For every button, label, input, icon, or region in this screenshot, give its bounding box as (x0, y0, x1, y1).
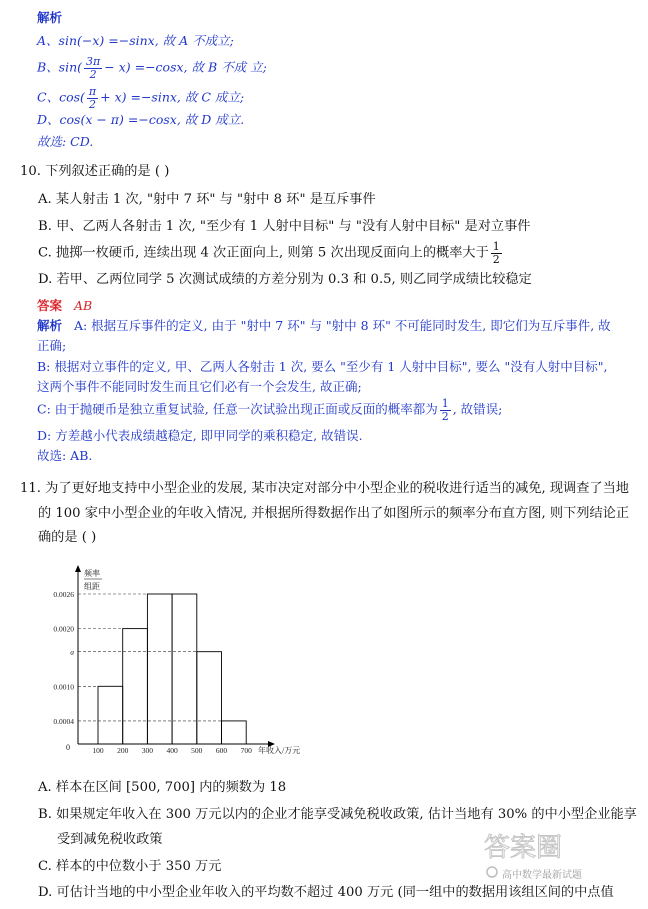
q10-analysis-c: C: 由于抛硬币是独立重复试验, 任意一次试验出现正面或反面的概率都为 $\frac{1}{2}$ , 故错误; (37, 397, 503, 423)
x-tick-label: 700 (240, 746, 252, 755)
y-label-top: 频率 (84, 569, 100, 578)
analysis-option-d: D、cos(x − π) =−cosx, 故 D 成立. (37, 112, 245, 127)
watermark-logo (478, 826, 638, 886)
q11-stem-line1: 11. 为了更好地支持中小型企业的发展, 某市决定对部分中小型企业的税收进行适当的减免, 现调查了当地 (20, 481, 629, 496)
y-axis-arrow (75, 565, 81, 572)
analysis-heading: 解析 (37, 10, 63, 25)
histogram-bar (147, 594, 172, 744)
q10-analysis-b: B: 根据对立事件的定义, 甲、乙两人各射击 1 次, 要么 "至少有 1 人射中目标", 要么 "没有人射中目标", (37, 359, 608, 374)
q10-option-d: D. 若甲、乙两位同学 5 次测试成绩的方差分别为 0.3 和 0.5, 则乙同学成绩比较稳定 (38, 272, 532, 287)
q11-option-c: C. 样本的中位数小于 350 万元 (38, 859, 222, 874)
q10-answer: 答案 AB (37, 298, 93, 313)
histogram-bar (172, 594, 197, 744)
x-axis-label: 年收入/万元 (258, 746, 301, 755)
q10-stem: 10. 下列叙述正确的是 ( ) (20, 164, 170, 179)
q11-stem-line2: 的 100 家中小型企业的年收入情况, 并根据所得数据作出了如图所示的频率分布直方图, 则下列结论正 (38, 506, 630, 521)
q11-stem-line3: 确的是 ( ) (38, 530, 97, 545)
q10-option-b: B. 甲、乙两人各射击 1 次, "至少有 1 人射中目标" 与 "没有人射中目标" 是对立事件 (38, 219, 531, 234)
frequency-histogram (30, 562, 330, 762)
x-tick-label: 300 (141, 746, 154, 755)
origin-label: 0 (66, 743, 70, 752)
q10-analysis-a2: 正确; (37, 338, 67, 353)
q10-analysis-a: 解析 A: 根据互斥事件的定义, 由于 "射中 7 环" 与 "射中 8 环" 不可能同时发生, 即它们为互斥事件, 故 (37, 318, 611, 333)
q10-analysis-d: D: 方差越小代表成绩越稳定, 即甲同学的乘积稳定, 故错误. (37, 428, 363, 443)
analysis-option-b: B、sin( $\frac{3\pi}{2}$ − x) =−cosx, 故 B 不成 立; (37, 55, 267, 81)
histogram-bar (222, 721, 247, 744)
histogram-bar (98, 686, 123, 744)
x-tick-label: 600 (215, 746, 228, 755)
x-tick-label: 500 (191, 746, 203, 755)
analysis-option-a: A、sin(−x) =−sinx, 故 A 不成立; (37, 33, 234, 48)
y-tick-label: 0.0020 (53, 624, 74, 634)
y-tick-label: 0.0004 (53, 716, 74, 726)
x-tick-label: 100 (92, 746, 104, 755)
q11-option-a: A. 样本在区间 [500, 700] 内的频数为 18 (38, 780, 287, 795)
q11-option-d: D. 可估计当地的中小型企业年收入的平均数不超过 400 万元 (同一组中的数据用该组区间的中点值 (38, 885, 614, 900)
watermark-subtext: 高中数学最新试题 (502, 870, 582, 881)
y-label-bottom: 组距 (84, 582, 100, 591)
watermark-text: 答案圈 (484, 833, 563, 863)
x-tick-label: 200 (117, 746, 129, 755)
q11-option-b: B. 如果规定年收入在 300 万元以内的企业才能享受减免税收政策, 估计当地有 30% 的中小型企业能享 (38, 807, 637, 822)
histogram-bar (197, 652, 222, 744)
q10-option-a: A. 某人射击 1 次, "射中 7 环" 与 "射中 8 环" 是互斥事件 (38, 192, 376, 207)
q10-analysis-b2: 这两个事件不能同时发生而且它们必有一个会发生, 故正确; (37, 379, 362, 394)
q10-analysis-final: 故选: AB. (37, 448, 93, 463)
q11-option-b-cont: 受到减免税收政策 (57, 832, 163, 847)
histogram-bar (123, 629, 148, 744)
y-tick-label: a (70, 647, 74, 657)
y-tick-label: 0.0010 (53, 682, 74, 692)
q10-option-c: C. 抛掷一枚硬币, 连续出现 4 次正面向上, 则第 5 次出现反面向上的概率大于 $\frac{1}{2}$ (38, 240, 500, 266)
y-tick-label: 0.0026 (53, 590, 74, 599)
analysis-answer: 故选: CD. (37, 134, 94, 149)
analysis-option-c: C、cos( $\frac{\pi}{2}$ + x) =−sinx, 故 C 成立; (37, 85, 245, 111)
x-tick-label: 400 (166, 746, 178, 755)
